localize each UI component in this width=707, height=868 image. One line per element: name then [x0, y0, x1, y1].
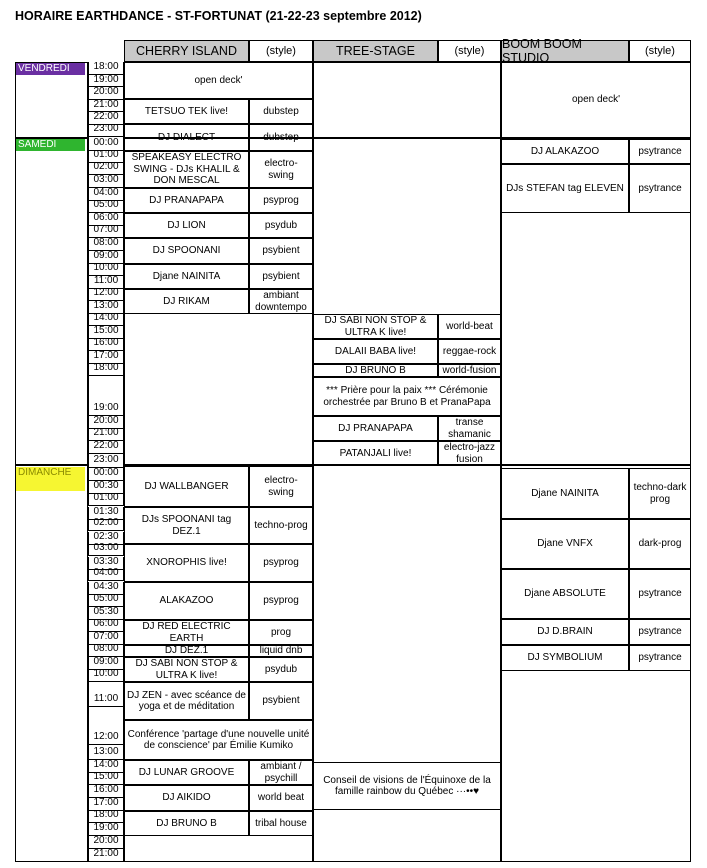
- time-slot: 09:00: [88, 251, 124, 264]
- set-name: XNOROPHIS live!: [124, 544, 249, 582]
- time-slot: 04:30: [88, 582, 124, 595]
- set-style: dark-prog: [629, 519, 691, 569]
- set-style: dubstep: [249, 124, 313, 151]
- set-style: psybient: [249, 264, 313, 289]
- time-slot: 18:00: [88, 811, 124, 823]
- time-slot: 06:00: [88, 213, 124, 226]
- time-slot: 07:00: [88, 226, 124, 238]
- time-slot: 22:00: [88, 112, 124, 125]
- time-slot: 00:30: [88, 481, 124, 494]
- set-style: reggae-rock: [438, 339, 501, 364]
- time-slot: 05:00: [88, 594, 124, 607]
- set-style: liquid dnb: [249, 645, 313, 657]
- set-style: techno-dark prog: [629, 468, 691, 519]
- time-slot: 21:00: [88, 429, 124, 441]
- time-slot: 15:00: [88, 773, 124, 785]
- set-name: DJ BRUNO B: [124, 811, 249, 836]
- time-slot: 20:00: [88, 87, 124, 100]
- set-name: open deck': [124, 62, 313, 99]
- set-name: DJ RED ELECTRIC EARTH: [124, 620, 249, 645]
- set-name: DJ ZEN - avec scéance de yoga et de méditation: [124, 682, 249, 720]
- time-slot: 00:00: [88, 468, 124, 481]
- set-style: psydub: [249, 657, 313, 682]
- set-style: psytrance: [629, 619, 691, 645]
- set-style: psydub: [249, 213, 313, 238]
- set-name: DJs SPOONANI tag DEZ.1: [124, 507, 249, 544]
- time-slot: 04:00: [88, 569, 124, 581]
- time-slot: 00:00: [88, 137, 124, 151]
- set-style: ambiant / psychill: [249, 760, 313, 785]
- set-name: *** Prière pour la paix *** Cérémonie orchestrée par Bruno B et PranaPapa: [313, 377, 501, 416]
- set-name: DJ BRUNO B: [313, 364, 438, 377]
- time-slot: 03:00: [88, 544, 124, 556]
- set-name: Djane NAINITA: [124, 264, 249, 289]
- header-style: (style): [629, 40, 691, 62]
- time-slot: 19:00: [88, 376, 124, 416]
- set-name: Conférence 'partage d'une nouvelle unité de conscience' par Émilie Kumiko: [124, 720, 313, 760]
- time-slot: 05:00: [88, 201, 124, 213]
- time-slot: 17:00: [88, 798, 124, 811]
- set-style: techno-prog: [249, 507, 313, 544]
- set-style: psytrance: [629, 569, 691, 619]
- time-slot: 14:00: [88, 314, 124, 326]
- set-style: world-fusion: [438, 364, 501, 377]
- set-style: psybient: [249, 682, 313, 720]
- time-slot: 18:00: [88, 364, 124, 376]
- time-slot: 02:00: [88, 163, 124, 175]
- set-style: psytrance: [629, 164, 691, 213]
- time-slot: 03:00: [88, 175, 124, 188]
- time-slot: 18:00: [88, 62, 124, 75]
- set-style: world beat: [249, 785, 313, 811]
- time-slot: 16:00: [88, 339, 124, 351]
- set-style: prog: [249, 620, 313, 645]
- time-slot: 20:00: [88, 416, 124, 429]
- time-slot: 08:00: [88, 238, 124, 251]
- time-slot: 05:30: [88, 607, 124, 620]
- divider: [15, 464, 89, 466]
- time-slot: 07:00: [88, 632, 124, 645]
- header-boom-boom-studio: BOOM BOOM STUDIO: [501, 40, 629, 62]
- time-slot: 06:00: [88, 620, 124, 632]
- set-style: electro-swing: [249, 466, 313, 507]
- set-name: DJ SYMBOLIUM: [501, 645, 629, 671]
- set-name: DJs STEFAN tag ELEVEN: [501, 164, 629, 213]
- time-slot: 15:00: [88, 326, 124, 339]
- set-name: DJ LION: [124, 213, 249, 238]
- set-style: psyprog: [249, 544, 313, 582]
- set-name: DJ LUNAR GROOVE: [124, 760, 249, 785]
- time-slot: 20:00: [88, 836, 124, 849]
- time-slot: 02:30: [88, 532, 124, 545]
- time-slot: 04:00: [88, 188, 124, 201]
- set-name: DJ DEZ.1: [124, 645, 249, 657]
- time-slot: 13:00: [88, 745, 124, 760]
- set-style: psybient: [249, 238, 313, 264]
- set-name: DJ WALLBANGER: [124, 466, 249, 507]
- set-name: TETSUO TEK live!: [124, 99, 249, 124]
- time-slot: 03:30: [88, 557, 124, 570]
- time-slot: 13:00: [88, 301, 124, 314]
- set-style: world-beat: [438, 314, 501, 339]
- set-name: DALAII BABA live!: [313, 339, 438, 364]
- set-name: DJ RIKAM: [124, 289, 249, 314]
- time-slot: 16:00: [88, 785, 124, 798]
- day-column: [15, 62, 88, 862]
- set-style: psyprog: [249, 582, 313, 620]
- day-label-friday: VENDREDI: [16, 63, 85, 75]
- time-slot: 21:00: [88, 849, 124, 862]
- time-slot: 10:00: [88, 670, 124, 682]
- time-slot: 10:00: [88, 264, 124, 276]
- set-style: electro-jazz fusion: [438, 441, 501, 466]
- set-name: Conseil de visions de l'Équinoxe de la famille rainbow du Québec ···••♥: [313, 762, 501, 810]
- time-slot: 12:00: [88, 289, 124, 301]
- set-name: DJ PRANAPAPA: [124, 188, 249, 213]
- set-name: DJ AIKIDO: [124, 785, 249, 811]
- header-cherry-island: CHERRY ISLAND: [124, 40, 249, 62]
- time-slot: 19:00: [88, 823, 124, 836]
- set-name: open deck': [501, 62, 691, 138]
- set-style: electro-swing: [249, 151, 313, 188]
- header-style: (style): [249, 40, 313, 62]
- time-slot: 21:00: [88, 100, 124, 113]
- set-name: DJ DIALECT: [124, 124, 249, 151]
- time-slot: 09:00: [88, 657, 124, 670]
- time-slot: 11:00: [88, 682, 124, 707]
- set-name: DJ SABI NON STOP & ULTRA K live!: [313, 314, 438, 339]
- header-tree-stage: TREE-STAGE: [313, 40, 438, 62]
- set-style: transe shamanic: [438, 416, 501, 441]
- set-name: Djane ABSOLUTE: [501, 569, 629, 619]
- time-slot: 23:00: [88, 454, 124, 468]
- day-label-saturday: SAMEDI: [16, 139, 85, 151]
- set-name: PATANJALI live!: [313, 441, 438, 466]
- set-style: psyprog: [249, 188, 313, 213]
- set-name: DJ D.BRAIN: [501, 619, 629, 645]
- day-label-sunday: DIMANCHE: [16, 467, 85, 491]
- time-slot: 14:00: [88, 760, 124, 773]
- set-style: ambiant downtempo: [249, 289, 313, 314]
- header-style: (style): [438, 40, 501, 62]
- time-slot: 02:00: [88, 519, 124, 531]
- time-slot: 22:00: [88, 441, 124, 454]
- set-name: DJ SABI NON STOP & ULTRA K live!: [124, 657, 249, 682]
- set-name: Djane NAINITA: [501, 468, 629, 519]
- set-style: psytrance: [629, 139, 691, 164]
- time-slot: 01:00: [88, 494, 124, 506]
- time-slot: 12:00: [88, 707, 124, 745]
- set-name: Djane VNFX: [501, 519, 629, 569]
- time-slot: 08:00: [88, 645, 124, 657]
- time-slot: 01:00: [88, 151, 124, 163]
- set-name: DJ PRANAPAPA: [313, 416, 438, 441]
- set-style: psytrance: [629, 645, 691, 671]
- time-slot: 01:30: [88, 507, 124, 520]
- set-name: DJ SPOONANI: [124, 238, 249, 264]
- set-name: DJ ALAKAZOO: [501, 139, 629, 164]
- page-title: HORAIRE EARTHDANCE - ST-FORTUNAT (21-22-23 septembre 2012): [15, 9, 422, 23]
- set-style: dubstep: [249, 99, 313, 124]
- set-name: SPEAKEASY ELECTRO SWING - DJs KHALIL & DON MESCAL: [124, 151, 249, 188]
- set-style: tribal house: [249, 811, 313, 836]
- set-name: ALAKAZOO: [124, 582, 249, 620]
- time-slot: 19:00: [88, 75, 124, 88]
- time-slot: 23:00: [88, 125, 124, 137]
- time-slot: 17:00: [88, 351, 124, 364]
- time-slot: 11:00: [88, 276, 124, 289]
